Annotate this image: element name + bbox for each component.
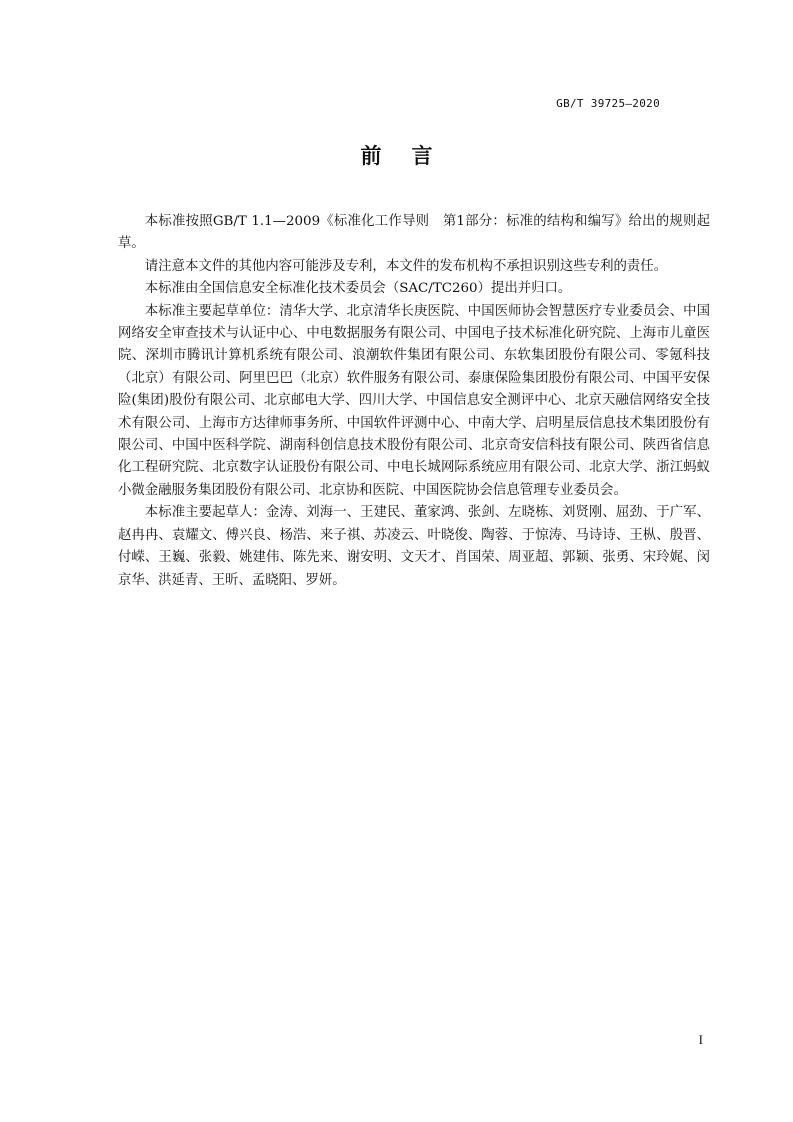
- preface-body: [118, 211, 710, 592]
- standard-code: GB/T 39725—2020: [556, 97, 660, 110]
- paragraph-drafting-rules: 本标准按照GB/T 1.1—2009《标准化工作导则 第1部分：标准的结构和编写》给出的规则起草。: [118, 214, 710, 252]
- paragraph-drafters: 本标准主要起草人：金涛、刘海一、王建民、董家鸿、张剑、左晓栋、刘贤刚、屈劲、于广军、赵冉冉、袁耀文、傅兴良、杨浩、来子祺、苏凌云、叶晓俊、陶蓉、于惊涛、马诗诗、王枞、殷晋、付嵘、王巍、张毅、姚建伟、陈先来、谢安明、文天才、肖国荣、周亚超、郭颖、张勇、宋玲娓、闵京华、洪延青、王昕、孟晓阳、罗妍。: [118, 505, 710, 588]
- paragraph-patent-notice: 请注意本文件的其他内容可能涉及专利，本文件的发布机构不承担识别这些专利的责任。: [144, 258, 668, 274]
- paragraph-drafting-units: 本标准主要起草单位：清华大学、北京清华长庚医院、中国医师协会智慧医疗专业委员会、中国网络安全审查技术与认证中心、中电数据服务有限公司、中国电子技术标准化研究院、上海市儿童医院、深圳市腾讯计算机系统有限公司、浪潮软件集团有限公司、东软集团股份有限公司、零氪科技（北京）有限公司、阿里巴巴（北京）软件服务有限公司、泰康保险集团股份有限公司、中国平安保险(集团)股份有限公司、北京邮电大学、四川大学、中国信息安全测评中心、北京天融信网络安全技术有限公司、上海市方达律师事务所、中国软件评测中心、中南大学、启明星辰信息技术集团股份有限公司、中国中医科学院、湖南科创信息技术股份有限公司、北京奇安信科技有限公司、陕西省信息化工程研究院、北京数字认证股份有限公司、中电长城网际系统应用有限公司、北京大学、浙江蚂蚁小微金融服务集团股份有限公司、北京协和医院、中国医院协会信息管理专业委员会。: [118, 303, 710, 498]
- paragraph-proposer: 本标准由全国信息安全标准化技术委员会（SAC/TC260）提出并归口。: [144, 281, 572, 297]
- page-number: I: [698, 1032, 703, 1047]
- page-title: 前言: [360, 144, 463, 168]
